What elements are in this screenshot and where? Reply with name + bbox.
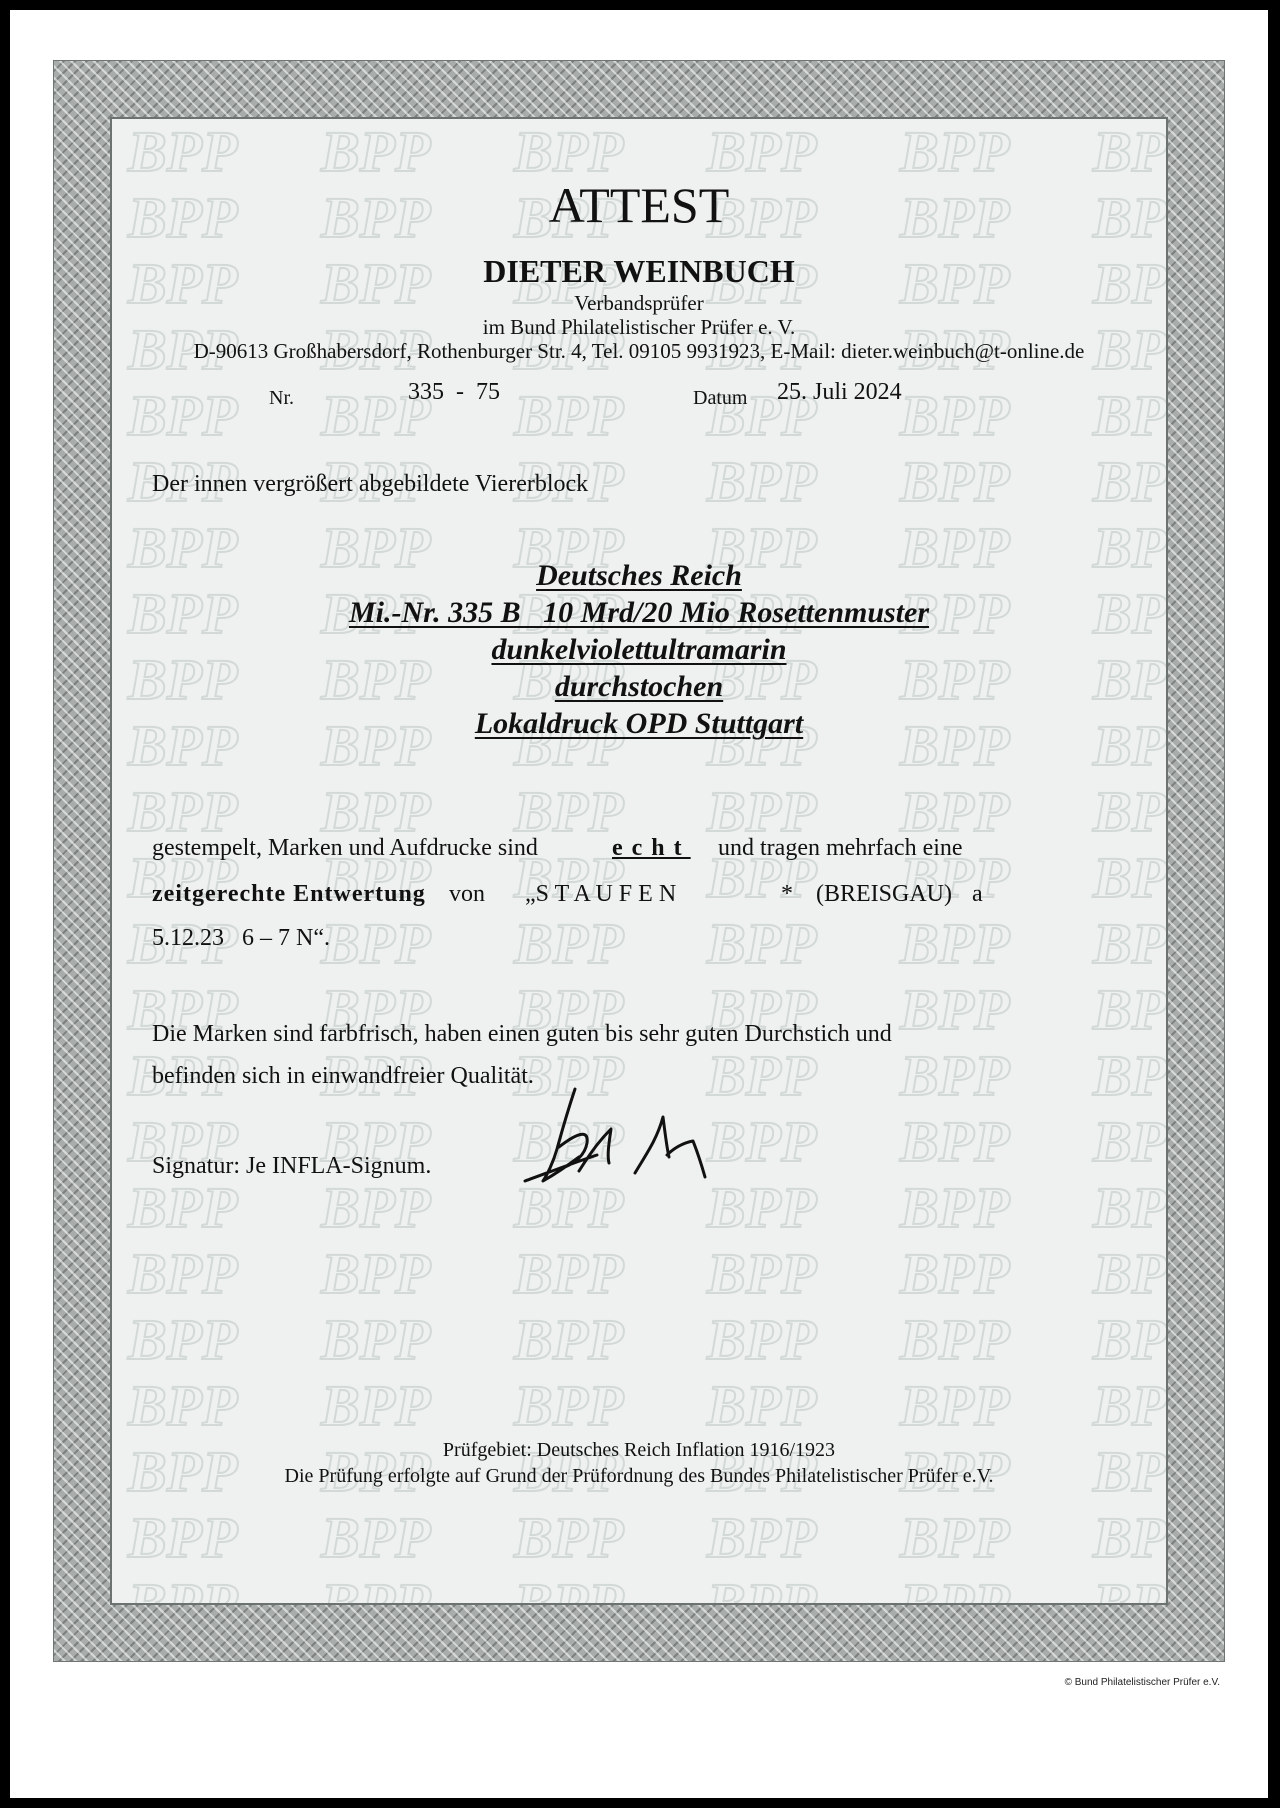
copyright-notice: © Bund Philatelistischer Prüfer e.V. xyxy=(1064,1677,1220,1688)
examiner-address: D-90613 Großhabersdorf, Rothenburger Str. 4, Tel. 09105 9931923, E-Mail: dieter.weinbuch@t-online.de xyxy=(193,339,1085,363)
postmark-von: von xyxy=(449,881,485,907)
guilloche-border xyxy=(53,60,1225,1662)
postmark-region: (BREISGAU) xyxy=(816,881,952,907)
postmark-star: * xyxy=(781,881,793,907)
stamp-perforation: durchstochen xyxy=(554,670,724,703)
verdict-end: und tragen mehrfach eine xyxy=(718,835,963,861)
handwritten-signature xyxy=(517,1077,737,1197)
intro-text: Der innen vergrößert abgebildete Viererblock xyxy=(152,471,589,497)
postmark-city: „S T A U F E N xyxy=(525,881,677,907)
certificate-date: 25. Juli 2024 xyxy=(777,379,902,405)
certificate-content xyxy=(112,119,1166,1603)
signature-label: Signatur: Je INFLA-Signum. xyxy=(152,1153,432,1179)
certificate-page xyxy=(10,10,1268,1798)
stamp-country: Deutsches Reich xyxy=(536,559,742,592)
quality-line-2: befinden sich in einwandfreier Qualität. xyxy=(152,1063,534,1089)
stamp-color: dunkelviolettultramarin xyxy=(491,633,787,666)
examiner-role: Verbandsprüfer xyxy=(574,291,704,315)
association-name: im Bund Philatelistischer Prüfer e. V. xyxy=(482,315,796,339)
postmark-date: 5.12.23 6 – 7 N“. xyxy=(152,925,330,951)
nr-label: Nr. xyxy=(269,387,294,409)
certificate-number: 335 - 75 xyxy=(408,379,500,405)
certificate-title: ATTEST xyxy=(548,177,730,233)
verdict-start: gestempelt, Marken und Aufdrucke sind xyxy=(152,835,538,861)
certificate-body xyxy=(110,117,1168,1605)
verdict-echt: echt xyxy=(612,835,691,861)
examiner-name: DIETER WEINBUCH xyxy=(483,253,795,289)
stamp-print-origin: Lokaldruck OPD Stuttgart xyxy=(474,707,804,740)
quality-line-1: Die Marken sind farbfrisch, haben einen guten bis sehr guten Durchstich und xyxy=(152,1021,892,1047)
postmark-suffix: a xyxy=(972,881,983,907)
postmark-phrase: zeitgerechte Entwertung xyxy=(152,881,426,907)
datum-label: Datum xyxy=(693,387,748,409)
footer-exam-area: Prüfgebiet: Deutsches Reich Inflation 1916/1923 xyxy=(442,1439,836,1461)
stamp-catalog-number: Mi.-Nr. 335 B 10 Mrd/20 Mio Rosettenmuster xyxy=(348,596,930,629)
footer-regulation: Die Prüfung erfolgte auf Grund der Prüfordnung des Bundes Philatelistischer Prüfer e.V. xyxy=(284,1465,994,1487)
